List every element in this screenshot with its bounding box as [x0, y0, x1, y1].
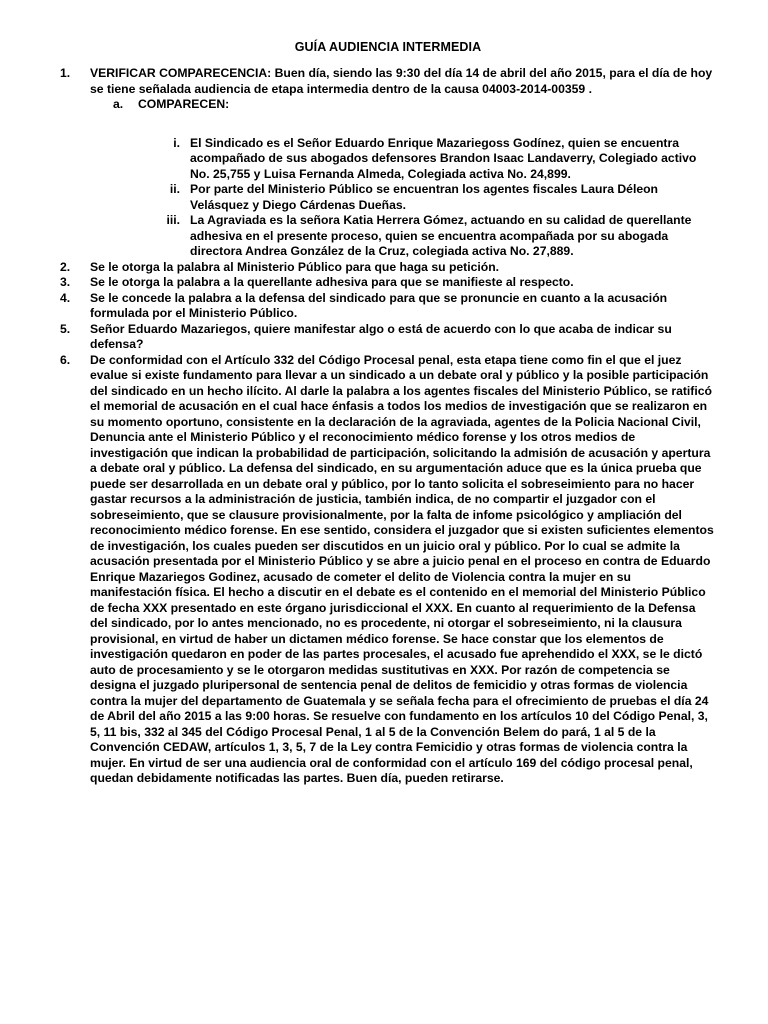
- sub-item-a: [113, 97, 716, 113]
- roman-text: Por parte del Ministerio Público se encuentran los agentes fiscales Laura Déleon Velásquez y Diego Cárdenas Dueñas.: [190, 182, 659, 212]
- list-item-1: [60, 66, 716, 97]
- roman-item-iii: [152, 213, 716, 260]
- list-number: 3.: [60, 275, 71, 289]
- list-number: 5.: [60, 321, 71, 336]
- list-text: VERIFICAR COMPARECENCIA: Buen día, siendo las 9:30 del día 14 de abril del año 2015, para el día de hoy se tiene señalada audiencia de etapa intermedia dentro de la causa 04003-2014-00359 .: [90, 66, 713, 96]
- roman-item-ii: [152, 182, 716, 213]
- roman-numeral: iii.: [166, 213, 180, 227]
- roman-numeral: i.: [173, 135, 180, 150]
- list-item-2: [60, 260, 716, 276]
- list-number: 1.: [60, 66, 71, 80]
- roman-text: El Sindicado es el Señor Eduardo Enrique Mazariegoss Godínez, quien se encuentra acompañado de sus abogados defensores Brandon Isaac Landaverry, Colegiado activo No. 25,755 y Luisa Fernanda Almeda, Colegiada activa No. 24,899.: [190, 135, 697, 181]
- sub-item-text: COMPARECEN:: [138, 97, 230, 111]
- sub-item-letter: a.: [113, 97, 124, 111]
- list-text: Señor Eduardo Mazariegos, quiere manifestar algo o está de acuerdo con lo que acaba de indicar su defensa?: [90, 321, 672, 351]
- list-text: Se le otorga la palabra al Ministerio Público para que haga su petición.: [90, 259, 500, 274]
- roman-numeral: ii.: [169, 182, 180, 196]
- list-text: Se le concede la palabra a la defensa del sindicado para que se pronuncie en cuanto a la acusación formulada por el Ministerio Público.: [90, 290, 668, 320]
- list-text: Se le otorga la palabra a la querellante adhesiva para que se manifieste al respecto.: [90, 275, 574, 289]
- roman-item-i: [152, 136, 716, 183]
- list-item-4: [60, 291, 716, 322]
- document-title: GUÍA AUDIENCIA INTERMEDIA: [294, 40, 482, 54]
- spacer: [60, 113, 716, 136]
- list-number: 2.: [60, 259, 71, 274]
- list-number: 6.: [60, 352, 71, 367]
- list-number: 4.: [60, 290, 71, 305]
- list-item-6: [60, 353, 716, 787]
- list-item-3: [60, 275, 716, 291]
- list-text: De conformidad con el Artículo 332 del Código Procesal penal, esta etapa tiene como fin el que el juez evalue si existe fundamento para llevar a un sindicado a un debate oral y público y la posible participación del sindicado en un hecho ilícito. Al darle la palabra a los agentes fiscales del Ministerio Público, se ratificó el memorial de acusación en el cual hace énfasis a todos los medios de investigación que se realizaron en su momento oportuno, consistente en la declaración de la agraviada, agentes de la Policia Nacional Civil, Denuncia ante el Ministerio Público y el reconocimiento médico forense y los otros medios de investigación que indican la probabilidad de participación, solicitando la admisión de acusación y apertura a debate oral y público. La defensa del sindicado, en su argumentación aduce que es la única prueba que puede ser desarrollada en un debate oral y público, por lo tanto solicita el sobreseimiento para no hacer gastar recursos a la administración de justicia, también indica, de no compartir el juzgador con el sobreseimiento, que se clausure provisionalmente, por la falta de infome psicológico y ampliación del reconocimiento médico forense. En ese sentido, considera el juzgador que si existen suficientes elementos de investigación, los cuales pueden ser discutidos en un juicio oral y público. Por lo cual se admite la acusación presentada por el Ministerio Público y se abre a juicio penal en el proceso en contra de Eduardo Enrique Mazariegos Godinez, acusado de cometer el delito de Violencia contra la mujer en su manifestación física. El hecho a discutir en el debate es el contenido en el memorial del Ministerio Público de fecha XXX presentado en este órgano jurisdiccional el XXX. En cuanto al requerimiento de la Defensa del sindicado, por lo antes mencionado, no es procedente, ni otorgar el sobreseimiento, ni la clausura provisional, en virtud de haber un dictamen médico forense. Se hace constar que los elementos de investigación quedaron en poder de las partes procesales, el acusado fue aprehendido el XXX, se le dictó auto de procesamiento y se le otorgaron medidas sustitutivas en XXX. Por razón de competencia se designa el juzgado pluripersonal de sentencia penal de delitos de femicidio y otras formas de violencia contra la mujer del departamento de Guatemala y se señala fecha para el ofrecimiento de pruebas el día 24 de Abril del año 2015 a las 9:00 horas. Se resuelve con fundamento en los artículos 10 del Código Penal, 3, 5, 11 bis, 332 al 345 del Código Procesal Penal, 1 al 5 de la Convención Belem do pará, 1 al 5 de la Convención CEDAW, artículos 1, 3, 5, 7 de la Ley contra Femicidio y otras formas de violencia contra la mujer. En virtud de ser una audiencia oral de conformidad con el artículo 169 del código procesal penal, quedan debidamente notificadas las partes. Buen día, pueden retirarse.: [90, 352, 714, 785]
- roman-text: La Agraviada es la señora Katia Herrera Gómez, actuando en su calidad de querellante adhesiva en el presente proceso, quien se encuentra acompañada por su abogada directora Andrea González de la Cruz, colegiada activa No. 27,889.: [190, 213, 692, 258]
- document-body: [60, 66, 716, 787]
- list-item-5: [60, 322, 716, 353]
